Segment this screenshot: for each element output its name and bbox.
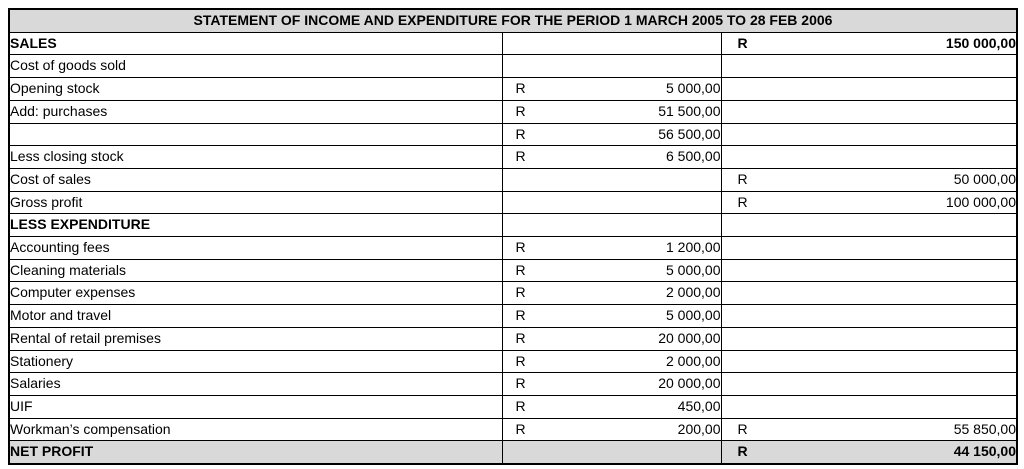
total-amount-cell bbox=[721, 418, 1017, 441]
statement-title: STATEMENT OF INCOME AND EXPENDITURE FOR THE PERIOD 1 MARCH 2005 TO 28 FEB 2006 bbox=[9, 9, 1017, 32]
total-amount-cell bbox=[721, 78, 1017, 101]
row-label: Less closing stock bbox=[10, 148, 124, 165]
detail-amount-cell bbox=[502, 305, 721, 328]
row-label-cell bbox=[9, 237, 502, 260]
row-label-cell bbox=[9, 78, 502, 101]
row-label-cell bbox=[9, 259, 502, 282]
total-amount-cell bbox=[721, 395, 1017, 418]
detail-currency-symbol: R bbox=[515, 125, 526, 142]
total-amount-cell bbox=[721, 282, 1017, 305]
detail-amount: 2 000,00 bbox=[666, 352, 721, 369]
table-row bbox=[9, 100, 1017, 123]
detail-currency-symbol: R bbox=[515, 80, 526, 97]
table-row bbox=[9, 78, 1017, 101]
total-amount-cell bbox=[721, 100, 1017, 123]
table-row bbox=[9, 441, 1017, 464]
total-amount-cell bbox=[721, 55, 1017, 78]
detail-amount: 20 000,00 bbox=[658, 375, 721, 392]
title-row bbox=[9, 9, 1017, 32]
table-row bbox=[9, 146, 1017, 169]
row-label: UIF bbox=[10, 397, 33, 414]
table-row bbox=[9, 55, 1017, 78]
row-label: Rental of retail premises bbox=[10, 329, 161, 346]
detail-amount-cell bbox=[502, 259, 721, 282]
total-currency-symbol: R bbox=[737, 34, 748, 51]
table-row bbox=[9, 32, 1017, 55]
detail-amount-cell bbox=[502, 373, 721, 396]
detail-amount-cell bbox=[502, 418, 721, 441]
row-label: Cost of goods sold bbox=[10, 57, 126, 74]
total-amount: 55 850,00 bbox=[953, 420, 1016, 437]
row-label-cell bbox=[9, 191, 502, 214]
detail-amount-cell bbox=[502, 327, 721, 350]
detail-amount-cell bbox=[502, 350, 721, 373]
row-label: NET PROFIT bbox=[10, 443, 94, 460]
detail-currency-symbol: R bbox=[515, 352, 526, 369]
row-label-cell bbox=[9, 123, 502, 146]
table-row bbox=[9, 191, 1017, 214]
total-amount-cell bbox=[721, 214, 1017, 237]
total-amount: 150 000,00 bbox=[945, 34, 1016, 51]
row-label-cell bbox=[9, 395, 502, 418]
table-row bbox=[9, 214, 1017, 237]
table-row bbox=[9, 237, 1017, 260]
row-label-cell bbox=[9, 32, 502, 55]
table-row bbox=[9, 168, 1017, 191]
total-amount-cell bbox=[721, 32, 1017, 55]
total-amount-cell bbox=[721, 123, 1017, 146]
row-label-cell bbox=[9, 282, 502, 305]
detail-amount: 6 500,00 bbox=[666, 148, 721, 165]
total-currency-symbol: R bbox=[737, 420, 748, 437]
detail-amount: 5 000,00 bbox=[666, 307, 721, 324]
total-currency-symbol: R bbox=[737, 170, 748, 187]
table-row bbox=[9, 305, 1017, 328]
detail-currency-symbol: R bbox=[515, 307, 526, 324]
detail-amount-cell bbox=[502, 282, 721, 305]
total-amount-cell bbox=[721, 327, 1017, 350]
detail-amount: 56 500,00 bbox=[658, 125, 721, 142]
detail-currency-symbol: R bbox=[515, 375, 526, 392]
row-label: Salaries bbox=[10, 375, 61, 392]
detail-amount-cell bbox=[502, 146, 721, 169]
detail-currency-symbol: R bbox=[515, 397, 526, 414]
detail-currency-symbol: R bbox=[515, 420, 526, 437]
detail-currency-symbol: R bbox=[515, 102, 526, 119]
income-statement-sheet bbox=[8, 8, 1016, 465]
detail-amount: 1 200,00 bbox=[666, 239, 721, 256]
detail-currency-symbol: R bbox=[515, 239, 526, 256]
table-row bbox=[9, 259, 1017, 282]
detail-amount-cell bbox=[502, 191, 721, 214]
row-label-cell bbox=[9, 146, 502, 169]
row-label-cell bbox=[9, 100, 502, 123]
row-label-cell bbox=[9, 350, 502, 373]
detail-amount-cell bbox=[502, 237, 721, 260]
row-label: Add: purchases bbox=[10, 102, 108, 119]
detail-amount-cell bbox=[502, 395, 721, 418]
row-label: Computer expenses bbox=[10, 284, 136, 301]
income-statement-table bbox=[8, 8, 1018, 465]
total-amount-cell bbox=[721, 441, 1017, 464]
row-label-cell bbox=[9, 214, 502, 237]
detail-currency-symbol: R bbox=[515, 284, 526, 301]
total-amount-cell bbox=[721, 259, 1017, 282]
total-amount: 44 150,00 bbox=[953, 443, 1016, 460]
total-amount-cell bbox=[721, 373, 1017, 396]
total-amount-cell bbox=[721, 305, 1017, 328]
detail-amount-cell bbox=[502, 441, 721, 464]
total-currency-symbol: R bbox=[737, 443, 748, 460]
detail-currency-symbol: R bbox=[515, 261, 526, 278]
row-label-cell bbox=[9, 441, 502, 464]
row-label-cell bbox=[9, 373, 502, 396]
total-amount: 100 000,00 bbox=[945, 193, 1016, 210]
detail-amount: 51 500,00 bbox=[658, 102, 721, 119]
detail-amount: 200,00 bbox=[677, 420, 721, 437]
total-amount: 50 000,00 bbox=[953, 170, 1016, 187]
table-body bbox=[9, 32, 1017, 464]
table-row bbox=[9, 350, 1017, 373]
total-amount-cell bbox=[721, 168, 1017, 191]
row-label: Cleaning materials bbox=[10, 261, 126, 278]
row-label: SALES bbox=[10, 34, 57, 51]
table-row bbox=[9, 327, 1017, 350]
row-label: Stationery bbox=[10, 352, 74, 369]
row-label: Motor and travel bbox=[10, 307, 112, 324]
detail-amount: 5 000,00 bbox=[666, 80, 721, 97]
total-amount-cell bbox=[721, 191, 1017, 214]
table-row bbox=[9, 123, 1017, 146]
row-label-cell bbox=[9, 327, 502, 350]
detail-currency-symbol: R bbox=[515, 148, 526, 165]
table-row bbox=[9, 373, 1017, 396]
detail-amount-cell bbox=[502, 55, 721, 78]
detail-amount-cell bbox=[502, 32, 721, 55]
total-amount-cell bbox=[721, 350, 1017, 373]
row-label: Cost of sales bbox=[10, 170, 91, 187]
table-row bbox=[9, 418, 1017, 441]
total-amount-cell bbox=[721, 146, 1017, 169]
row-label: LESS EXPENDITURE bbox=[10, 216, 151, 233]
row-label-cell bbox=[9, 168, 502, 191]
detail-amount: 20 000,00 bbox=[658, 329, 721, 346]
detail-amount-cell bbox=[502, 123, 721, 146]
detail-amount: 5 000,00 bbox=[666, 261, 721, 278]
row-label: Opening stock bbox=[10, 80, 100, 97]
detail-amount-cell bbox=[502, 168, 721, 191]
total-currency-symbol: R bbox=[737, 193, 748, 210]
row-label: Gross profit bbox=[10, 193, 83, 210]
detail-amount-cell bbox=[502, 214, 721, 237]
row-label-cell bbox=[9, 418, 502, 441]
total-amount-cell bbox=[721, 237, 1017, 260]
row-label: Accounting fees bbox=[10, 239, 110, 256]
row-label-cell bbox=[9, 305, 502, 328]
row-label-cell bbox=[9, 55, 502, 78]
detail-amount: 2 000,00 bbox=[666, 284, 721, 301]
detail-amount-cell bbox=[502, 100, 721, 123]
detail-amount-cell bbox=[502, 78, 721, 101]
table-row bbox=[9, 395, 1017, 418]
row-label: Workman’s compensation bbox=[10, 420, 171, 437]
detail-currency-symbol: R bbox=[515, 329, 526, 346]
table-row bbox=[9, 282, 1017, 305]
detail-amount: 450,00 bbox=[677, 397, 721, 414]
